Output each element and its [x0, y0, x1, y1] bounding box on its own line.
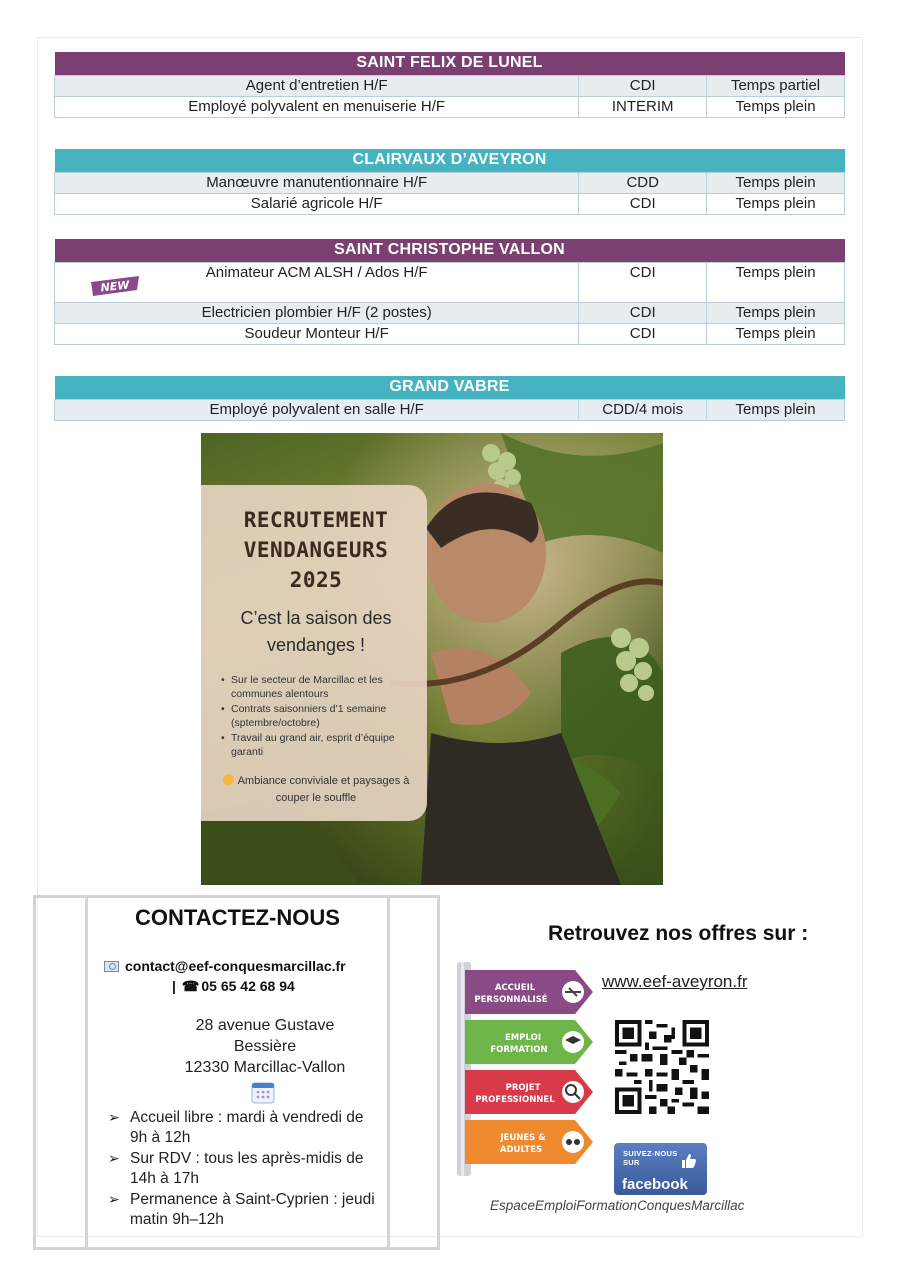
hours-item: ➢ Sur RDV : tous les après-midis de 14h à 17h [108, 1149, 383, 1189]
address-line: 12330 Marcillac-Vallon [184, 1059, 346, 1076]
website-link[interactable]: www.eef-aveyron.fr [602, 972, 748, 991]
job-time: Temps plein [707, 262, 845, 302]
svg-text:PERSONNALISÉ: PERSONNALISÉ [474, 995, 548, 1005]
job-contract: CDI [579, 193, 707, 214]
job-time: Temps plein [707, 399, 845, 420]
svg-text:NEW: NEW [99, 278, 130, 294]
poster-footnote: Ambiance conviviale et paysages à couper le souffle [237, 775, 410, 804]
section-clairvaux-d-aveyron [54, 149, 845, 215]
poster-bullet: • Contrats saisonniers d’1 semaine (sptembre/octobre) [221, 702, 415, 730]
svg-text:PROFESSIONNEL: PROFESSIONNEL [475, 1095, 555, 1105]
facebook-brand: facebook [622, 1176, 688, 1193]
job-row[interactable] [55, 399, 845, 420]
svg-text:PROJET: PROJET [505, 1083, 541, 1093]
job-row[interactable] [55, 96, 845, 117]
poster-bullet: • Sur le secteur de Marcillac et les communes alentours [221, 673, 415, 701]
job-time: Temps plein [707, 193, 845, 214]
section-grand-vabre [54, 376, 845, 421]
address-line: Bessière [233, 1038, 297, 1055]
job-contract: CDD [579, 172, 707, 193]
job-row[interactable] [55, 323, 845, 344]
section-saint-christophe-vallon [54, 239, 845, 345]
job-time: Temps plein [707, 172, 845, 193]
address-line: 28 avenue Gustave [195, 1017, 335, 1034]
thumbs-up-icon [681, 1153, 697, 1169]
job-title: Salarié agricole H/F [55, 193, 579, 214]
opening-hours [108, 1108, 383, 1231]
poster-title-line2: VENDANGEURS [243, 538, 389, 562]
qr-code-icon[interactable] [614, 1020, 710, 1114]
hours-item: ➢ Accueil libre : mardi à vendredi de 9h à 12h [108, 1108, 383, 1148]
job-time: Temps partiel [707, 75, 845, 96]
poster-title-line1: RECRUTEMENT [243, 508, 389, 532]
contact-email-line [104, 958, 384, 974]
facebook-line1: SUIVEZ-NOUS [623, 1149, 678, 1158]
poster-text-card [201, 485, 427, 821]
section-header: SAINT CHRISTOPHE VALLON [55, 239, 845, 262]
contact-divider [387, 895, 390, 1250]
poster-bullets [217, 673, 415, 759]
job-contract: CDI [579, 302, 707, 323]
job-contract: CDI [579, 323, 707, 344]
phone-icon: ☎ [181, 978, 200, 994]
smiley-icon [223, 774, 234, 785]
contact-phone[interactable]: 05 65 42 68 94 [201, 978, 295, 994]
svg-text:JEUNES &: JEUNES & [500, 1133, 546, 1143]
job-contract: CDI [579, 262, 707, 302]
contact-phone-line [172, 978, 295, 995]
svg-text:FORMATION: FORMATION [490, 1045, 548, 1055]
section-saint-felix-de-lunel [54, 52, 845, 118]
job-row[interactable] [55, 302, 845, 323]
hours-item: ➢ Permanence à Saint-Cyprien : jeudi matin 9h–12h [108, 1190, 383, 1230]
contact-email[interactable]: contact@eef-conquesmarcillac.fr [125, 958, 346, 974]
recruitment-poster [201, 433, 663, 885]
job-title: Soudeur Monteur H/F [55, 323, 579, 344]
poster-subtitle-line1: C’est la saison des [240, 608, 392, 628]
facebook-button[interactable] [614, 1143, 707, 1195]
facebook-handle: EspaceEmploiFormationConquesMarcillac [490, 1198, 745, 1213]
job-time: Temps plein [707, 302, 845, 323]
job-row[interactable] [55, 172, 845, 193]
sign-emploi [465, 1020, 593, 1064]
email-icon [104, 961, 119, 972]
signpost-illustration [455, 962, 595, 1180]
job-time: Temps plein [707, 323, 845, 344]
job-contract: CDI [579, 75, 707, 96]
job-title: Electricien plombier H/F (2 postes) [55, 302, 579, 323]
section-header: GRAND VABRE [55, 376, 845, 399]
contact-address [160, 1015, 370, 1078]
sign-jeunes [465, 1120, 593, 1164]
contact-divider [85, 895, 88, 1250]
section-header: SAINT FELIX DE LUNEL [55, 52, 845, 75]
job-time: Temps plein [707, 96, 845, 117]
new-badge-icon [89, 274, 141, 298]
job-row[interactable] [55, 193, 845, 214]
offers-title: Retrouvez nos offres sur : [548, 922, 809, 945]
job-title: Manœuvre manutentionnaire H/F [55, 172, 579, 193]
calendar-icon [251, 1080, 275, 1104]
job-row[interactable] [55, 262, 845, 302]
poster-subtitle-line2: vendanges ! [266, 635, 366, 655]
poster-bullet: • Travail au grand air, esprit d’équipe garanti [221, 731, 415, 759]
job-title-cell [55, 262, 579, 302]
sign-projet [465, 1070, 593, 1114]
svg-text:ACCUEIL: ACCUEIL [494, 983, 536, 993]
job-contract: CDD/4 mois [579, 399, 707, 420]
job-title: Employé polyvalent en salle H/F [55, 399, 579, 420]
job-title: Animateur ACM ALSH / Ados H/F [205, 263, 428, 281]
svg-text:EMPLOI: EMPLOI [505, 1033, 541, 1043]
job-title: Agent d’entretien H/F [55, 75, 579, 96]
section-header: CLAIRVAUX D’AVEYRON [55, 149, 845, 172]
job-title: Employé polyvalent en menuiserie H/F [55, 96, 579, 117]
phone-separator: | [172, 978, 176, 994]
facebook-line2: SUR [623, 1158, 640, 1167]
job-contract: INTERIM [579, 96, 707, 117]
svg-text:ADULTES: ADULTES [499, 1145, 543, 1155]
poster-title-line3: 2025 [289, 568, 343, 592]
sign-accueil [465, 970, 593, 1014]
contact-title: CONTACTEZ-NOUS [135, 905, 340, 930]
job-row[interactable] [55, 75, 845, 96]
